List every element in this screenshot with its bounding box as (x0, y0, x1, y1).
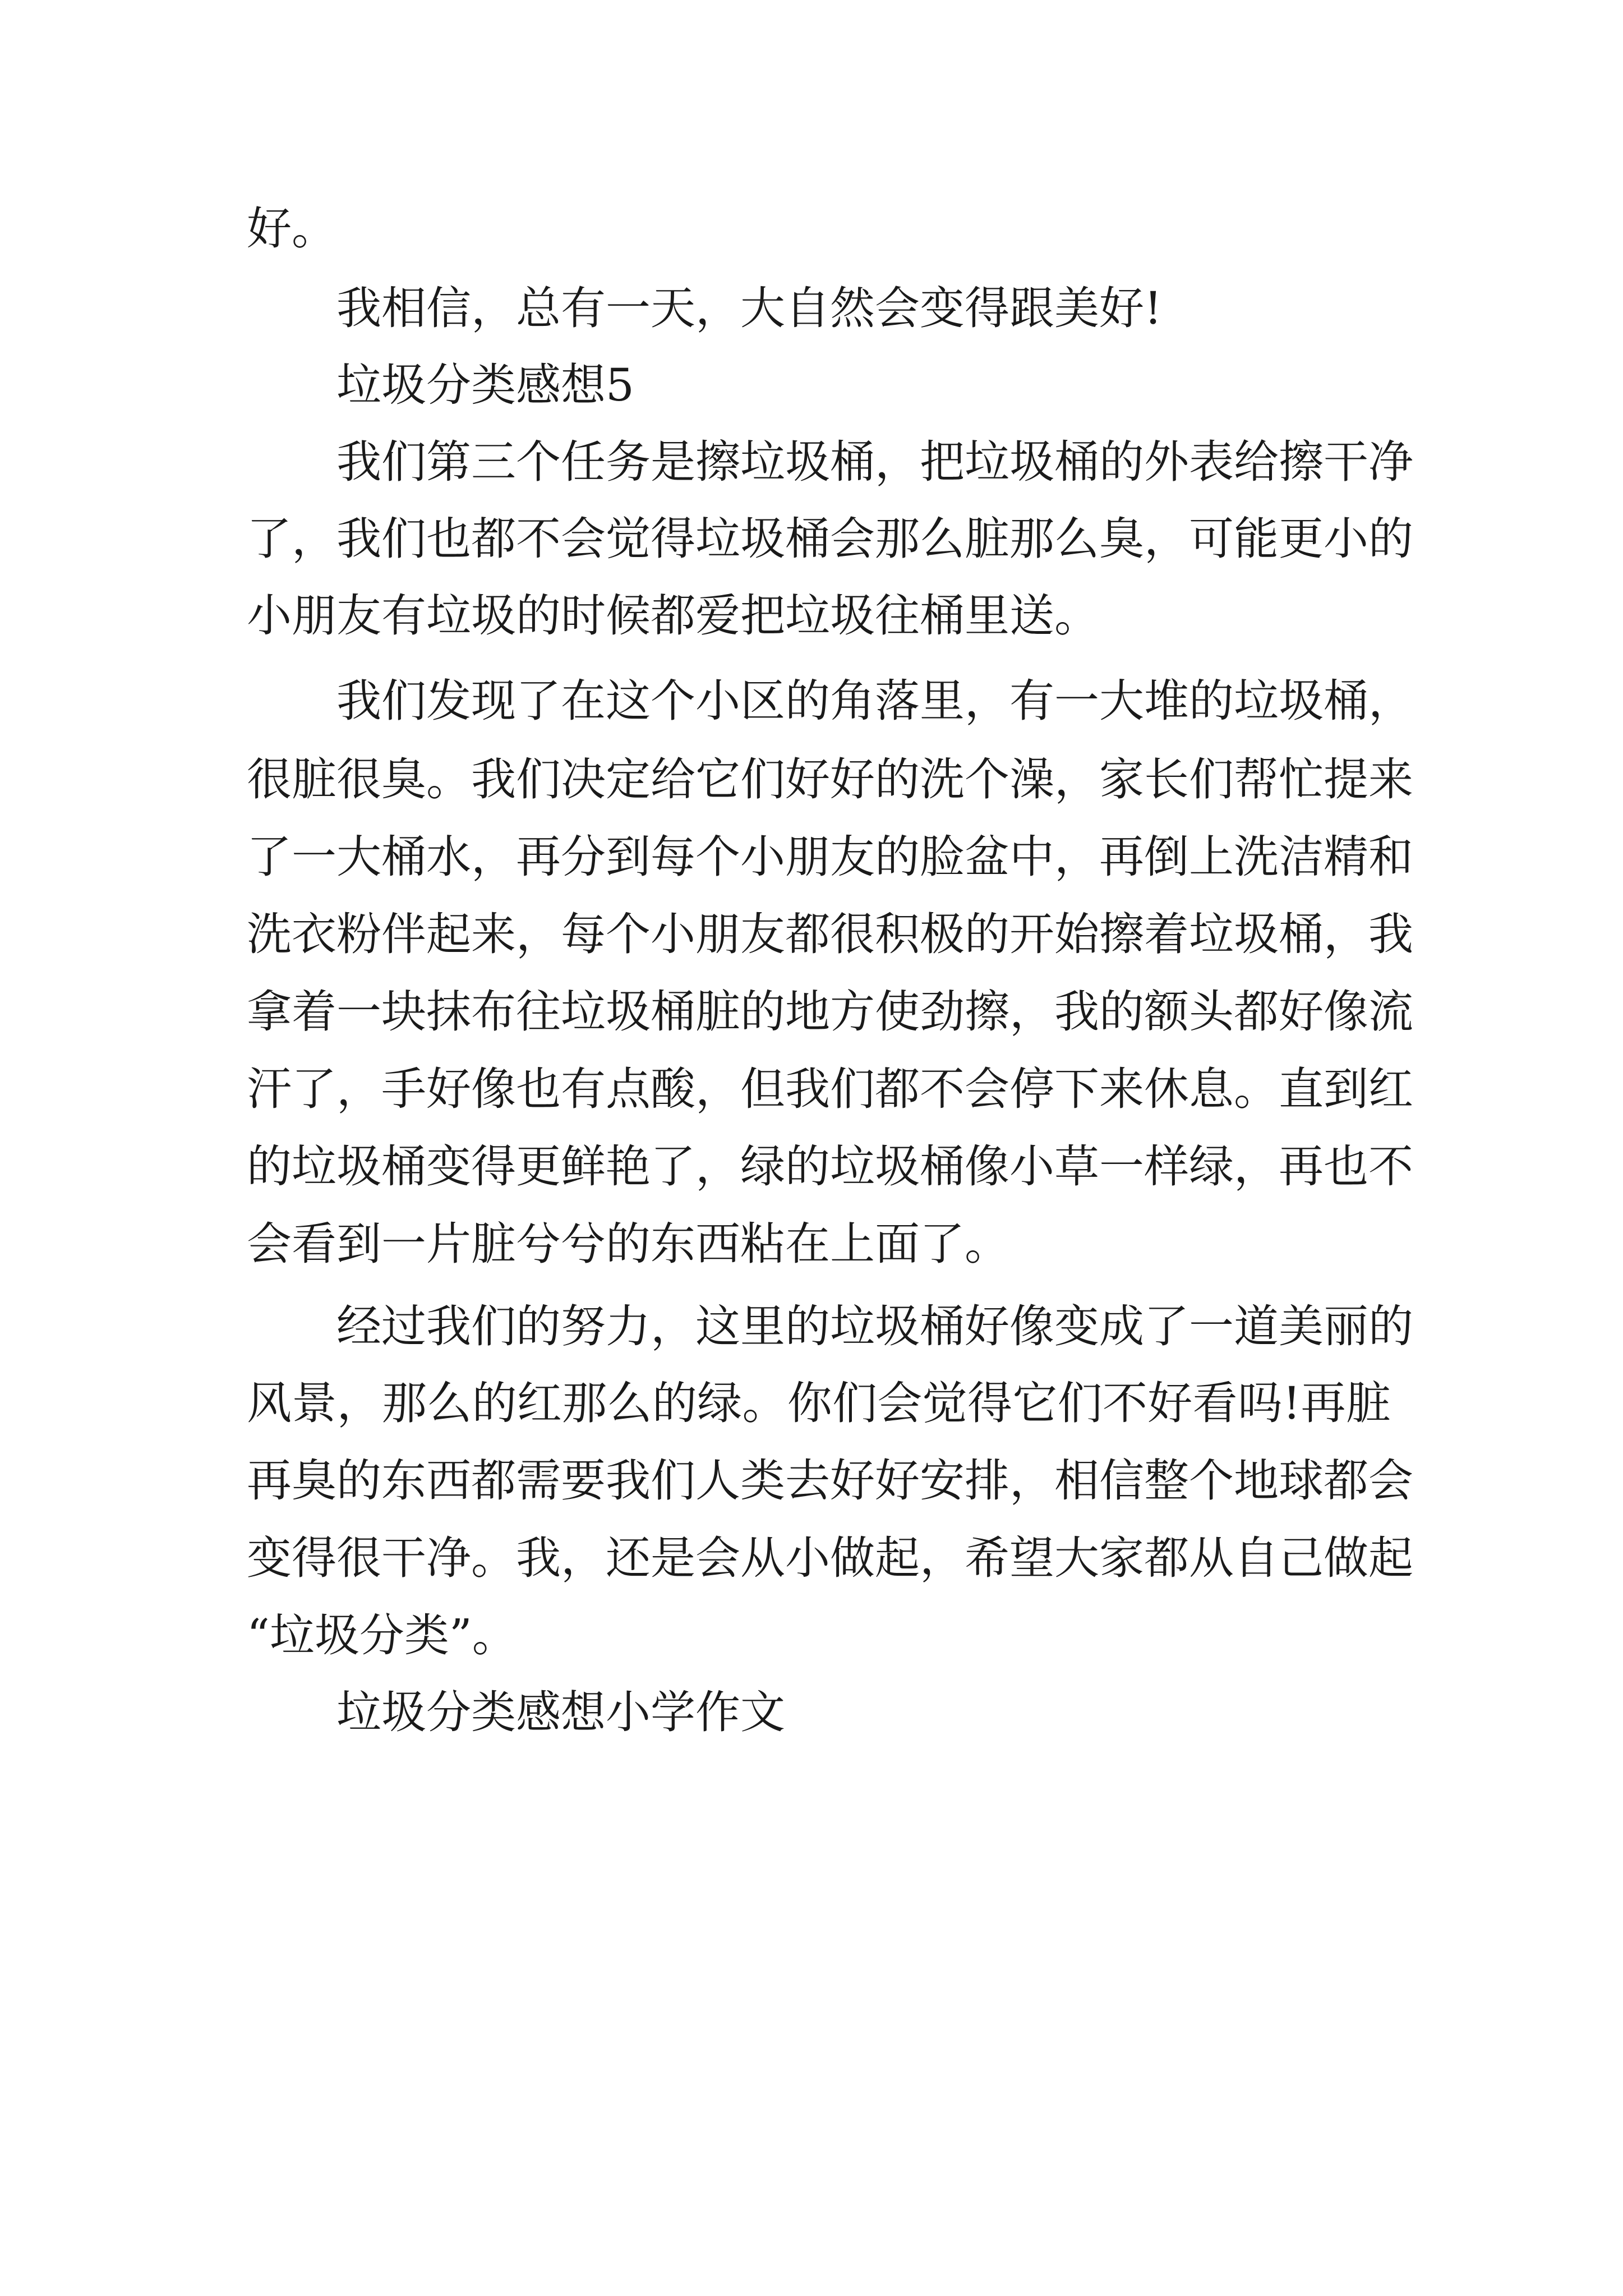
text-line: 我相信，总有一天，大自然会变得跟美好! (336, 282, 1163, 334)
text-line: 再臭的东西都需要我们人类去好好安排，相信整个地球都会 (247, 1455, 1413, 1507)
text-line: 经过我们的努力，这里的垃圾桶好像变成了一道美丽的 (336, 1300, 1413, 1352)
text-line: 会看到一片脏兮兮的东西粘在上面了。 (247, 1218, 1009, 1270)
text-line: 汗了，手好像也有点酸，但我们都不会停下来休息。直到红 (247, 1063, 1413, 1115)
text-line: 拿着一块抹布往垃圾桶脏的地方使劲擦，我的额头都好像流 (247, 986, 1413, 1038)
text-line: 好。 (247, 203, 336, 255)
text-line: 了一大桶水，再分到每个小朋友的脸盆中，再倒上洗洁精和 (247, 831, 1413, 883)
text-line: 我们第三个任务是擦垃圾桶，把垃圾桶的外表给擦干净 (336, 436, 1413, 488)
text-line: “垃圾分类”。 (247, 1609, 517, 1662)
text-line: 很脏很臭。我们决定给它们好好的洗个澡，家长们帮忙提来 (247, 753, 1413, 806)
text-line: 我们发现了在这个小区的角落里，有一大堆的垃圾桶， (336, 675, 1413, 727)
text-line: 洗衣粉伴起来，每个小朋友都很积极的开始擦着垃圾桶，我 (247, 908, 1413, 960)
section-heading: 垃圾分类感想小学作文 (336, 1686, 785, 1738)
text-line: 了，我们也都不会觉得垃圾桶会那么脏那么臭，可能更小的 (247, 513, 1413, 565)
text-line: 小朋友有垃圾的时候都爱把垃圾往桶里送。 (247, 590, 1099, 642)
text-line: 变得很干净。我，还是会从小做起，希望大家都从自己做起 (247, 1532, 1413, 1584)
section-heading: 垃圾分类感想5 (336, 359, 634, 411)
text-line: 风景，那么的红那么的绿。你们会觉得它们不好看吗!再脏 (247, 1377, 1391, 1429)
text-line: 的垃圾桶变得更鲜艳了，绿的垃圾桶像小草一样绿，再也不 (247, 1140, 1413, 1193)
